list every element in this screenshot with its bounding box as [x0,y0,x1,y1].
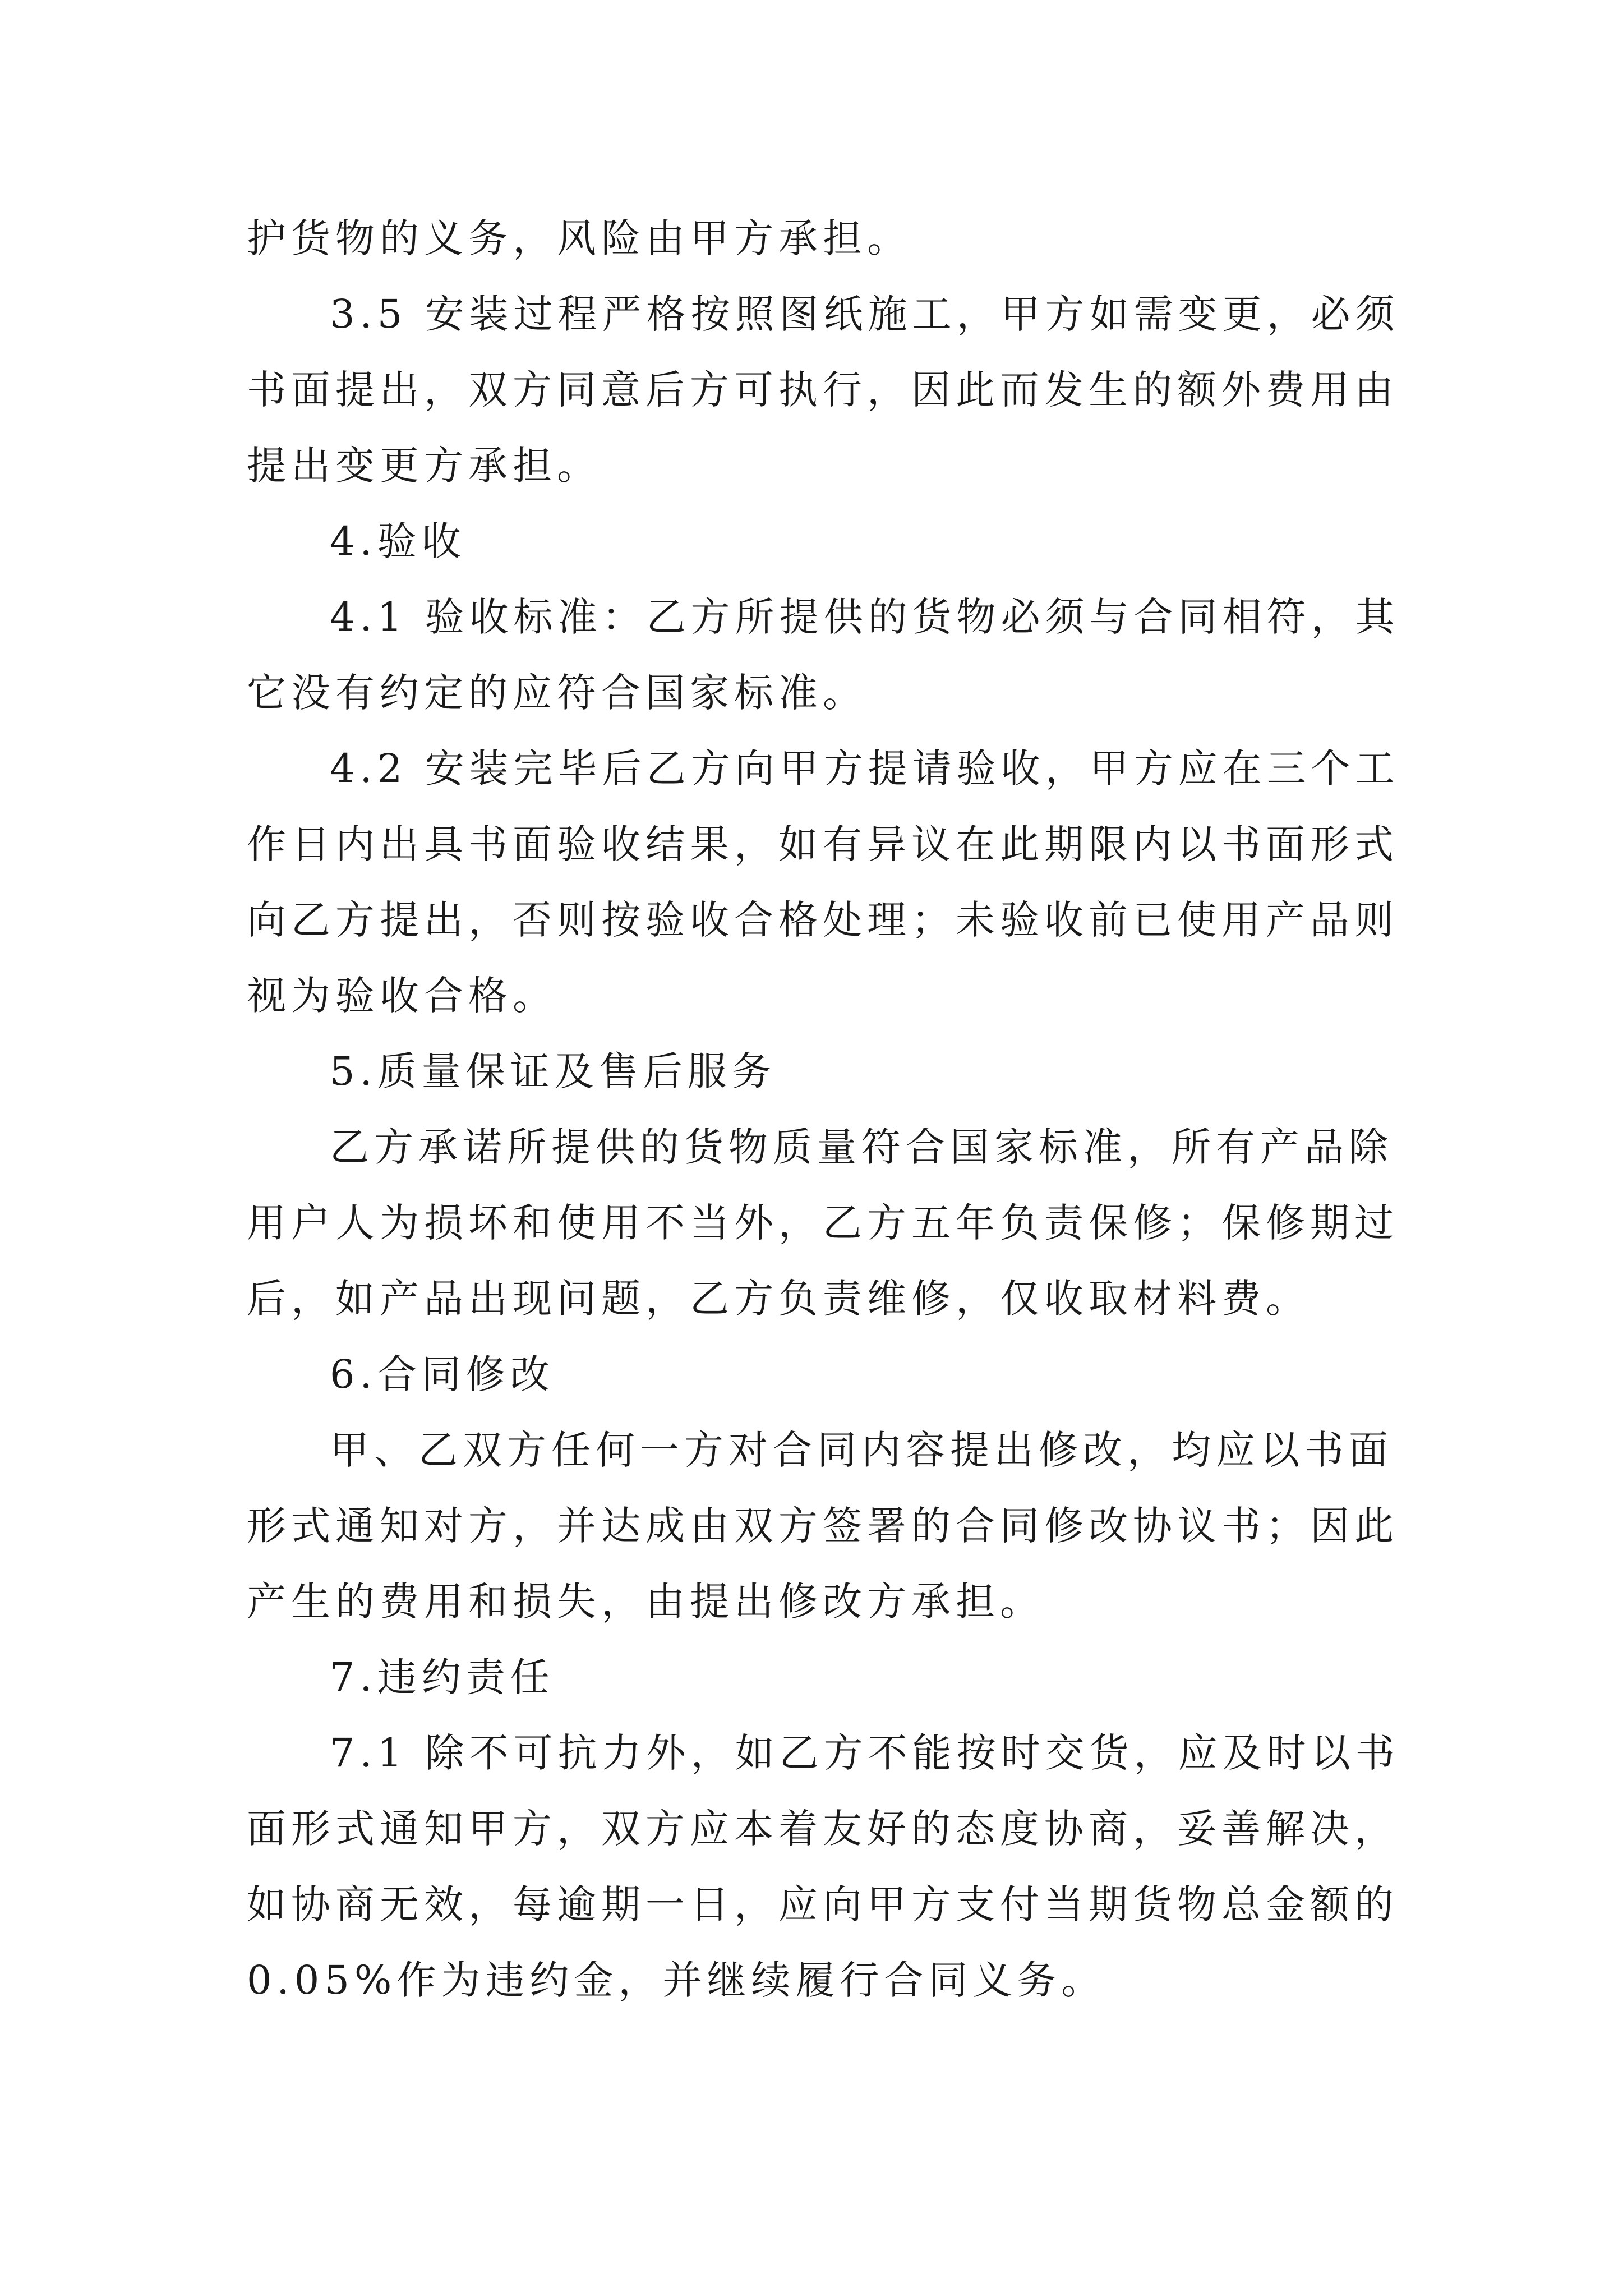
paragraph-line: 护货物的义务，风险由甲方承担。 [247,215,911,261]
section-heading-acceptance: 4.验收 [330,518,466,564]
paragraph-line: 书面提出，双方同意后方可执行，因此而发生的额外费用由 [247,367,1399,413]
paragraph-line: 用户人为损坏和使用不当外，乙方五年负责保修；保修期过 [247,1200,1399,1246]
section-heading-quality: 5.质量保证及售后服务 [330,1048,776,1094]
clause-3-5-line: 3.5 安装过程严格按照图纸施工，甲方如需变更，必须 [330,291,1400,337]
paragraph-line: 0.05%作为违约金，并继续履行合同义务。 [247,1957,1106,2003]
paragraph-line: 提出变更方承担。 [247,443,601,489]
paragraph-line: 后，如产品出现问题，乙方负责维修，仅收取材料费。 [247,1276,1310,1322]
paragraph-line: 视为验收合格。 [247,973,557,1019]
paragraph-line: 形式通知对方，并达成由双方签署的合同修改协议书；因此 [247,1503,1399,1549]
paragraph-line: 如协商无效，每逾期一日，应向甲方支付当期货物总金额的 [247,1881,1399,1927]
paragraph-line: 产生的费用和损失，由提出修改方承担。 [247,1579,1044,1625]
clause-4-2-line: 4.2 安装完毕后乙方向甲方提请验收，甲方应在三个工 [330,746,1400,792]
paragraph-line: 向乙方提出，否则按验收合格处理；未验收前已使用产品则 [247,897,1399,943]
clause-7-1-line: 7.1 除不可抗力外，如乙方不能按时交货，应及时以书 [330,1730,1400,1776]
section-heading-amendment: 6.合同修改 [330,1351,555,1397]
section-heading-liability: 7.违约责任 [330,1654,555,1700]
paragraph-line: 作日内出具书面验收结果，如有异议在此期限内以书面形式 [247,821,1399,867]
paragraph-line: 面形式通知甲方，双方应本着友好的态度协商，妥善解决， [247,1806,1399,1852]
clause-4-1-line: 4.1 验收标准：乙方所提供的货物必须与合同相符，其 [330,594,1400,640]
paragraph-line: 乙方承诺所提供的货物质量符合国家标准，所有产品除 [330,1124,1393,1170]
paragraph-line: 甲、乙双方任何一方对合同内容提出修改，均应以书面 [330,1427,1393,1473]
paragraph-line: 它没有约定的应符合国家标准。 [247,670,867,716]
document-body [247,201,1400,2018]
